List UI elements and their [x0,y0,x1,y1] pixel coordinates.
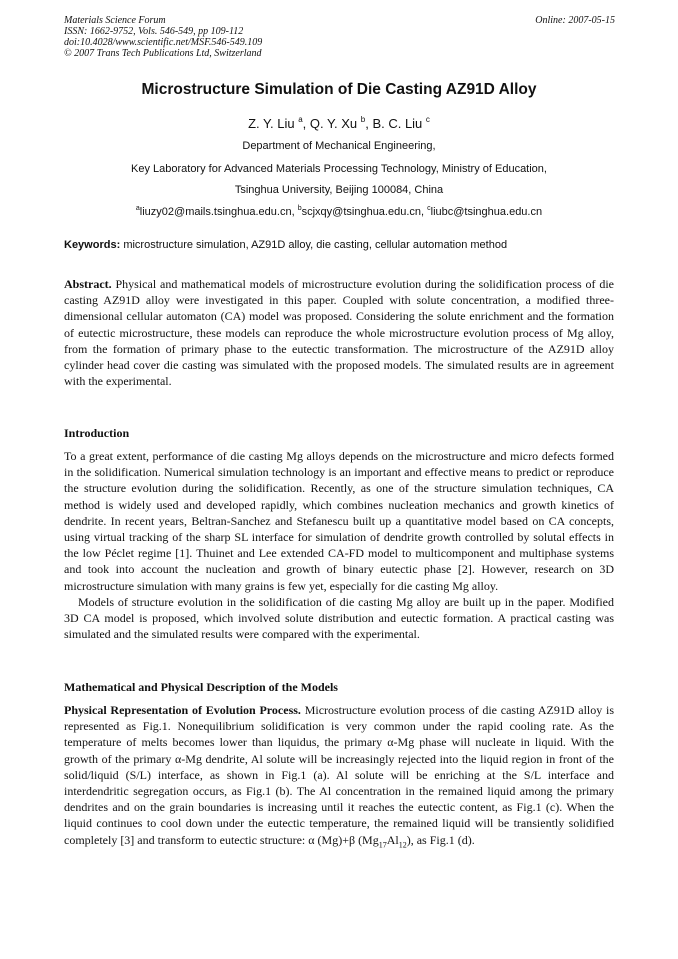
journal-name: Materials Science Forum [64,15,166,26]
affiliation-line: Tsinghua University, Beijing 100084, China [234,184,444,196]
abstract [64,276,614,389]
online-date: Online: 2007-05-15 [535,15,615,26]
subscript: 17 [378,840,387,850]
journal-header [64,15,262,59]
email-address: liubc@tsinghua.edu.cn [430,206,543,218]
email-marker: b [297,205,302,212]
author-name: Q. Y. Xu [309,116,358,131]
issn-line: ISSN: 1662-9752, Vols. 546-549, pp 109-112 [64,26,244,37]
author-name: B. C. Liu [372,116,423,131]
author-marker: c [425,115,430,124]
abstract-label: Abstract. [64,277,112,291]
section-heading: Mathematical and Physical Description of the Models [64,680,338,694]
author-name: Z. Y. Liu [248,116,295,131]
email-address: scjxqy@tsinghua.edu.cn, [301,206,425,218]
formula-text: Al [386,832,399,847]
affiliation-line: Department of Mechanical Engineering, [242,140,436,152]
doi-line: doi:10.4028/www.scientific.net/MSF.546-549.109 [64,37,263,48]
abstract-text: Physical and mathematical models of microstructure evolution during the solidification process of die casting AZ91D alloy were investigated in this paper. Coupled with solute concentration, a modified three-dimensional cellular automaton (CA) model was proposed. Considering the solute enrichment and the formation of eutectic microstructure, these models can reproduce the whole microstructure evolution process of Mg alloy, from the formation of primary phase to the eutectic transformation. The microstructure of the AZ91D alloy cylinder head cover die casting was simulated with the proposed models. The simulated results are in agreement with the experimental. [64,277,615,389]
paragraph: To a great extent, performance of die casting Mg alloys depends on the microstructure and micro defects formed in the solidification. Numerical simulation technology is an important and effective means to predict or reproduce the structure evolution during the solidification. Recently, as one of the structure simulation techniques, CA method is widely used and developed rapidly, which combines nucleation mechanics and growth kinetics of dendrite. In recent years, Beltran-Sanchez and Stefanescu built up a quantitative model based on CA concepts, using virtual tracking of the sharp SL interface for simulation of dendrite growth controlled by solutal effects in the low Péclet regime [1]. Thuinet and Lee extended CA-FD model to multicomponent and multiphase systems and took into account the nucleation and growth of binary eutectic phase [2]. However, research on 3D microstructure simulation with many grains is few yet, especially for die casting Mg alloy. [64,449,614,593]
subsection-label: Physical Representation of Evolution Process. [64,703,301,717]
email-marker: c [427,205,431,212]
paragraph-text: Microstructure evolution process of die casting AZ91D alloy is represented as Fig.1. Nonequilibrium solidification is very common under the rapid cooling rate. As the temperature of melts becomes lower than liquidus, the primary α-Mg phase will nucleate in liquid. With the growth of the primary α-Mg dendrite, Al solute will be increasingly rejected into the liquid region in front of the solid/liquid (S/L) interface, as shown in Fig.1 (a). Al solute will be enriching at the S/L interface and interdendritic segregation occurs, as Fig.1 (b). The Al concentration in the remained liquid among the primary dendrites and on the grain boundaries is increasing until it reaches the eutectic content, as Fig.1 (c). When the liquid continues to cool down under the eutectic temperature, the remained liquid will be transiently solidified completely [3] and transform to eutectic structure: α (Mg)+β (Mg [64,703,615,847]
affiliation-line: Key Laboratory for Advanced Materials Processing Technology, Ministry of Education, [131,163,547,175]
email-line [0,205,678,218]
subscript: 12 [398,840,407,850]
paragraph-text: ), as Fig.1 (d). [406,832,475,847]
keywords-text: microstructure simulation, AZ91D alloy, die casting, cellular automation method [123,239,508,251]
email-address: liuzy02@mails.tsinghua.edu.cn, [139,206,295,218]
author-list: Z. Y. Liu $^a$, Q. Y. Xu $^b$, B. C. Liu $^c$ [248,115,430,131]
author-marker: a [298,115,303,124]
keywords [64,239,616,251]
email-marker: a [135,205,140,212]
keywords-label: Keywords: [64,239,121,251]
paragraph: Models of structure evolution in the solidification of die casting Mg alloy are built up in the paper. Modified 3D CA model is proposed, which involved solute distribution and eutectic formation. A practical casting was simulated and the simulated results were compared with the experimental. [64,594,614,642]
introduction-body [64,448,614,642]
section-heading: Introduction [64,426,130,440]
author-marker: b [360,115,366,124]
paper-title: Microstructure Simulation of Die Casting AZ91D Alloy [141,81,537,98]
copyright-line: © 2007 Trans Tech Publications Ltd, Switzerland [64,48,262,59]
models-body [64,702,614,853]
